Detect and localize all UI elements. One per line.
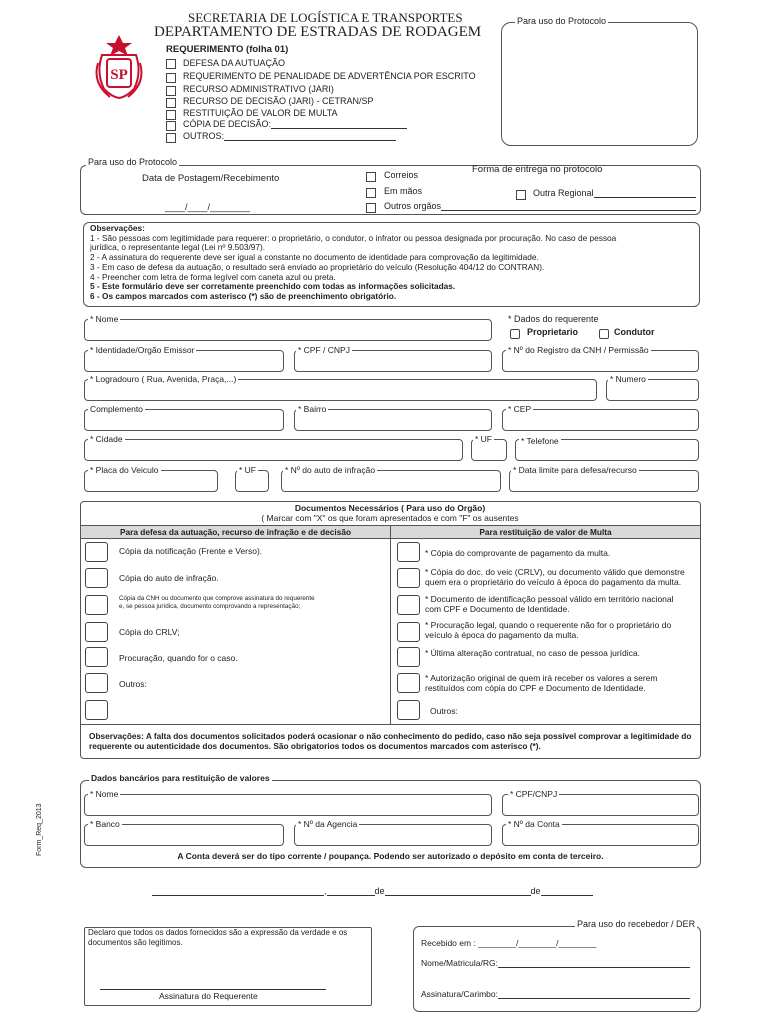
obs-line: 1 - São pessoas com legitimidade para requerer: o proprietário, o condutor, o infrator ou pessoa designada por procuração. No caso de pessoa	[90, 232, 617, 243]
option-label: DEFESA DA AUTUAÇÃO	[183, 58, 286, 68]
recebedor-title: Para uso do recebedor / DER	[577, 919, 696, 929]
cep-label: * CEP	[508, 404, 532, 414]
banco-nome-field[interactable]	[84, 794, 492, 816]
documentos-title: Documentos Necessários ( Para uso do Orgão)	[294, 503, 486, 513]
banco-cpf-label: * CPF/CNPJ	[510, 789, 558, 799]
dados-requerente-label: * Dados do requerente	[508, 314, 599, 324]
doc-checkbox[interactable]	[397, 595, 420, 615]
doc-right-item: * Documento de identificação pessoal válido em território nacional com CPF e Documento de Identidade.	[425, 594, 674, 614]
signature-line[interactable]	[100, 989, 326, 990]
doc-right-item: Outros:	[430, 706, 458, 716]
documentos-obs: Observações: A falta dos documentos solicitados poderá ocasionar o não conhecimento do pedido, caso não seja possível comprovar a legitimidade do requerente ou autenticidade dos documentos. São obrigatorios todos os documentos marcados com asterisco (*).	[89, 731, 692, 751]
option-checkbox[interactable]	[166, 110, 176, 120]
doc-checkbox[interactable]	[397, 542, 420, 562]
uf-label: * UF	[475, 434, 492, 444]
auto-infracao-label: * Nº do auto de infração	[285, 465, 376, 475]
banco-nome-label: * Nome	[90, 789, 119, 799]
divider	[80, 724, 701, 725]
doc-checkbox[interactable]	[397, 622, 420, 642]
documentos-subtitle: ( Marcar com "X" os que foram apresentados e com "F" os ausentes	[261, 513, 519, 523]
obs-line: 2 - A assinatura do requerente deve ser igual a constante no documento de identidade para comprovação da legitimidade.	[90, 252, 539, 263]
cidade-label: * Cidade	[90, 434, 123, 444]
doc-right-item: * Cópia do doc. do veic (CRLV), ou documento válido que demonstre quem era o proprietário do veículo à época do pagamento da multa.	[425, 567, 685, 587]
col1-header: Para defesa da autuação, recurso de infração e de decisão	[119, 527, 352, 537]
placa-label: * Placa do Veiculo	[90, 465, 159, 475]
proprietario-label: Proprietario	[527, 327, 579, 337]
logradouro-label: * Logradouro ( Rua, Avenida, Praça,...)	[90, 374, 237, 384]
obs-line-bold: 6 - Os campos marcados com asterisco (*) são de preenchimento obrigatório.	[90, 290, 397, 301]
doc-right-item: * Última alteração contratual, no caso de pessoa jurídica.	[425, 648, 640, 658]
nome-field[interactable]	[84, 319, 492, 341]
cnh-label: * Nº do Registro da CNH / Permissão	[508, 345, 649, 355]
doc-checkbox[interactable]	[397, 700, 420, 720]
proprietario-checkbox[interactable]	[510, 329, 520, 339]
delivery-title: Forma de entrega no protocolo	[472, 164, 603, 175]
doc-right-item: * Cópia do comprovante de pagamento da multa.	[425, 548, 611, 558]
doc-checkbox[interactable]	[85, 595, 108, 615]
condutor-label: Condutor	[614, 327, 655, 337]
recebedor-nome[interactable]: Nome/Matricula/RG:	[421, 958, 690, 968]
outros-orgaos-checkbox[interactable]	[366, 203, 376, 213]
declaracao-text: Declaro que todos os dados fornecidos são a expressão da verdade e os documentos são legitimos.	[88, 928, 348, 947]
doc-checkbox[interactable]	[85, 673, 108, 693]
option-checkbox[interactable]	[166, 121, 176, 131]
org-title-1: SECRETARIA DE LOGÍSTICA E TRANSPORTES	[188, 10, 463, 25]
posting-date-field[interactable]: ____/____/________	[165, 202, 251, 212]
doc-checkbox[interactable]	[85, 700, 108, 720]
em-maos-label: Em mãos	[384, 186, 423, 196]
recebido-em[interactable]: Recebido em : ________/________/________	[421, 938, 597, 948]
em-maos-checkbox[interactable]	[366, 188, 376, 198]
obs-line-bold: 5 - Este formulário deve ser corretamente preenchido com todas as informações solicitadas.	[90, 281, 456, 292]
doc-checkbox[interactable]	[85, 568, 108, 588]
option-checkbox[interactable]	[166, 133, 176, 143]
observacoes-title: Observações:	[90, 223, 145, 233]
assinatura-requerente-label: Assinatura do Requerente	[159, 991, 258, 1001]
option-label: OUTROS:	[183, 131, 396, 141]
data-limite-label: * Data limite para defesa/recurso	[513, 465, 637, 475]
column-divider	[390, 526, 391, 724]
option-checkbox[interactable]	[166, 98, 176, 108]
doc-checkbox[interactable]	[85, 622, 108, 642]
doc-checkbox[interactable]	[85, 647, 108, 667]
col2-header: Para restituição de valor de Multa	[479, 527, 612, 537]
option-checkbox[interactable]	[166, 73, 176, 83]
cidade-field[interactable]	[84, 439, 463, 461]
condutor-checkbox[interactable]	[599, 329, 609, 339]
doc-right-item: * Autorização original de quem irá receber os valores a serem restituídos com cópia do CPF e Documento de Identidade.	[425, 673, 658, 693]
form-title: REQUERIMENTO (folha 01)	[166, 44, 289, 55]
outros-orgaos-label: Outros orgãos	[384, 201, 696, 211]
cpf-label: * CPF / CNPJ	[298, 345, 350, 355]
doc-left-item: Procuração, quando for o caso.	[119, 653, 238, 663]
form-code: Form_Req_2013	[36, 803, 43, 856]
option-checkbox[interactable]	[166, 86, 176, 96]
correios-label: Correios	[384, 170, 419, 180]
banco-label: * Banco	[90, 819, 120, 829]
complemento-label: Complemento	[90, 404, 143, 414]
local-date-line[interactable]: , de de	[152, 886, 593, 896]
doc-right-item: * Procuração legal, quando o requerente não for o proprietário do veículo à época do pagamento da multa.	[425, 620, 672, 640]
bancarios-title: Dados bancários para restituição de valores	[91, 773, 270, 783]
org-title-2: DEPARTAMENTO DE ESTRADAS DE RODAGEM	[154, 24, 482, 40]
protocol-section-label: Para uso do Protocolo	[88, 157, 178, 167]
doc-left-item: Cópia do auto de infração.	[119, 573, 219, 583]
nome-label: * Nome	[90, 314, 119, 324]
option-label: RECURSO DE DECISÃO (JARI) - CETRAN/SP	[183, 96, 374, 106]
numero-label: * Numero	[610, 374, 646, 384]
doc-left-item: Cópia do CRLV;	[119, 627, 180, 637]
uf-veiculo-label: * UF	[239, 465, 256, 475]
telefone-label: * Telefone	[521, 436, 559, 446]
doc-checkbox[interactable]	[397, 568, 420, 588]
option-label: RECURSO ADMINISTRATIVO (JARI)	[183, 84, 334, 94]
option-checkbox[interactable]	[166, 59, 176, 69]
option-label: CÓPIA DE DECISÃO:	[183, 119, 407, 129]
doc-left-item: Outros:	[119, 679, 147, 689]
doc-checkbox[interactable]	[397, 647, 420, 667]
svg-text:SP: SP	[110, 67, 128, 83]
obs-line: 3 - Em caso de defesa da autuação, o resultado será enviado ao proprietário do veículo (Resolução 404/12 do CONTRAN).	[90, 261, 545, 272]
correios-checkbox[interactable]	[366, 172, 376, 182]
recebedor-assinatura[interactable]: Assinatura/Carimbo:	[421, 989, 690, 999]
option-label: RESTITUIÇÃO DE VALOR DE MULTA	[183, 108, 338, 118]
doc-checkbox[interactable]	[397, 673, 420, 693]
identidade-label: * Identidade/Orgão Emissor	[90, 345, 195, 355]
obs-line: jurídica, o representante legal (Lei nº 9.503/97).	[90, 242, 266, 253]
state-seal-logo	[90, 33, 148, 101]
seal-icon	[90, 33, 148, 101]
bancarios-aviso: A Conta deverá ser do tipo corrente / poupança. Podendo ser autorizado o depósito em conta de terceiro.	[177, 851, 604, 861]
posting-date-label: Data de Postagem/Recebimento	[142, 173, 280, 184]
observacoes-content	[90, 224, 695, 302]
doc-left-item: Cópia da CNH ou documento que comprove assinatura do requerente e, se pessoa jurídica, documento comprovando a representação;	[119, 595, 315, 610]
outra-regional-checkbox[interactable]	[516, 190, 526, 200]
bairro-label: * Bairro	[298, 404, 327, 414]
obs-line: 4 - Preencher com letra de forma legível com caneta azul ou preta.	[90, 271, 336, 282]
option-label: REQUERIMENTO DE PENALIDADE DE ADVERTÊNCIA POR ESCRITO	[183, 71, 476, 81]
conta-label: * Nº da Conta	[508, 819, 560, 829]
protocol-stamp-box[interactable]	[501, 22, 698, 146]
outra-regional-label: Outra Regional	[533, 188, 696, 198]
protocol-stamp-label: Para uso do Protocolo	[517, 16, 607, 26]
doc-checkbox[interactable]	[85, 542, 108, 562]
doc-left-item: Cópia da notificação (Frente e Verso).	[119, 546, 263, 556]
agencia-label: * Nº da Agencia	[298, 819, 358, 829]
